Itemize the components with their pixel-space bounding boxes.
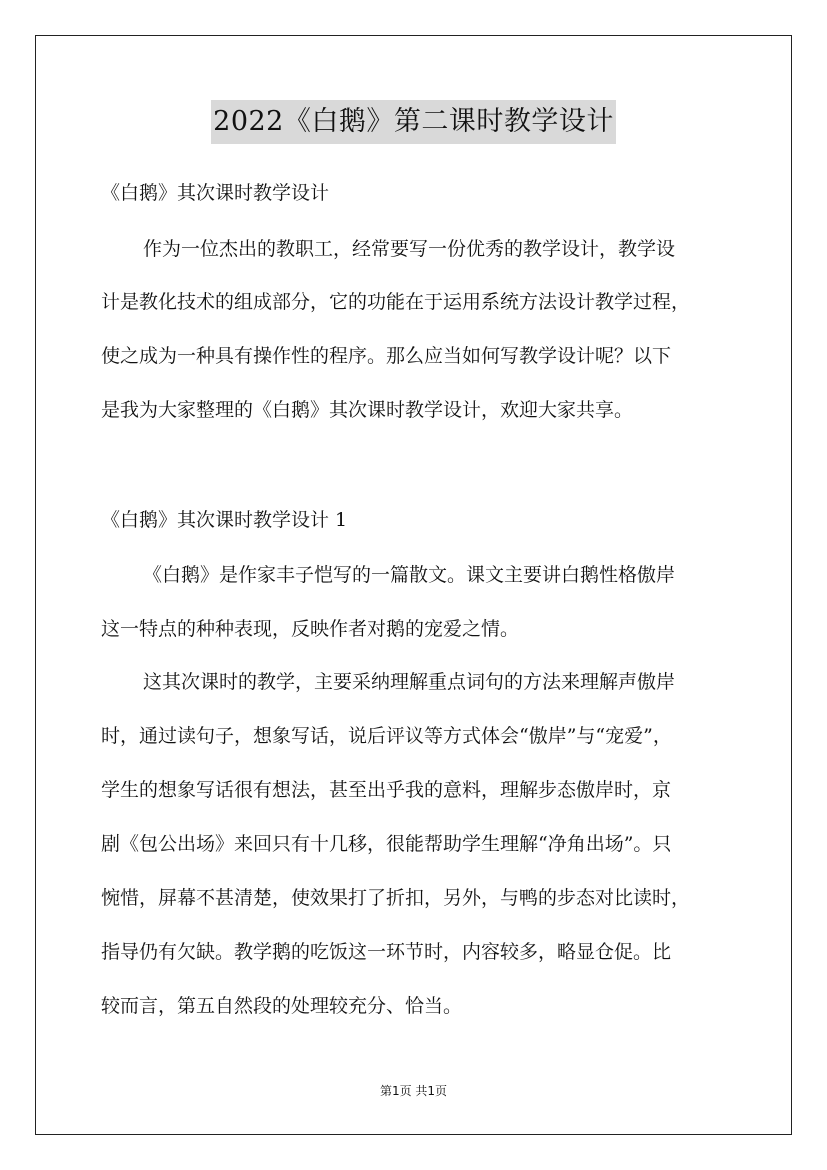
section1-para2-line-4: 剧《包公出场》来回只有十几移，很能帮助学生理解“净角出场”。只 <box>101 833 672 855</box>
section1-heading: 《白鹅》其次课时教学设计 1 <box>101 509 348 531</box>
section1-para2-line-2: 时，通过读句子，想象写话，说后评议等方式体会“傲岸”与“宠爱”， <box>101 725 672 747</box>
section1-para2-line-1: 这其次课时的教学，主要采纳理解重点词句的方法来理解声傲岸 <box>143 671 676 693</box>
document-title: 2022《白鹅》第二课时教学设计 <box>211 100 616 144</box>
section1-para1-line-1: 《白鹅》是作家丰子恺写的一篇散文。课文主要讲白鹅性格傲岸 <box>143 564 676 586</box>
document-subtitle: 《白鹅》其次课时教学设计 <box>101 182 330 204</box>
section1-para2-line-3: 学生的想象写话很有想法，甚至出乎我的意料，理解步态傲岸时，京 <box>101 779 672 801</box>
page-footer: 第1页 共1页 <box>379 1084 448 1098</box>
intro-line-2: 计是教化技术的组成部分，它的功能在于运用系统方法设计教学过程， <box>101 291 691 313</box>
intro-line-1: 作为一位杰出的教职工，经常要写一份优秀的教学设计，教学设 <box>143 238 676 260</box>
section1-para2-line-7: 较而言，第五自然段的处理较充分、恰当。 <box>101 995 463 1017</box>
section1-para2-line-5: 惋惜，屏幕不甚清楚，使效果打了折扣，另外，与鸭的步态对比读时， <box>101 887 691 909</box>
title-container <box>0 100 827 144</box>
intro-line-4: 是我为大家整理的《白鹅》其次课时教学设计，欢迎大家共享。 <box>101 399 634 421</box>
section1-para2-line-6: 指导仍有欠缺。教学鹅的吃饭这一环节时，内容较多，略显仓促。比 <box>101 941 672 963</box>
intro-line-3: 使之成为一种具有操作性的程序。那么应当如何写教学设计呢？以下 <box>101 345 672 367</box>
section1-para1-line-2: 这一特点的种种表现，反映作者对鹅的宠爱之情。 <box>101 618 520 640</box>
